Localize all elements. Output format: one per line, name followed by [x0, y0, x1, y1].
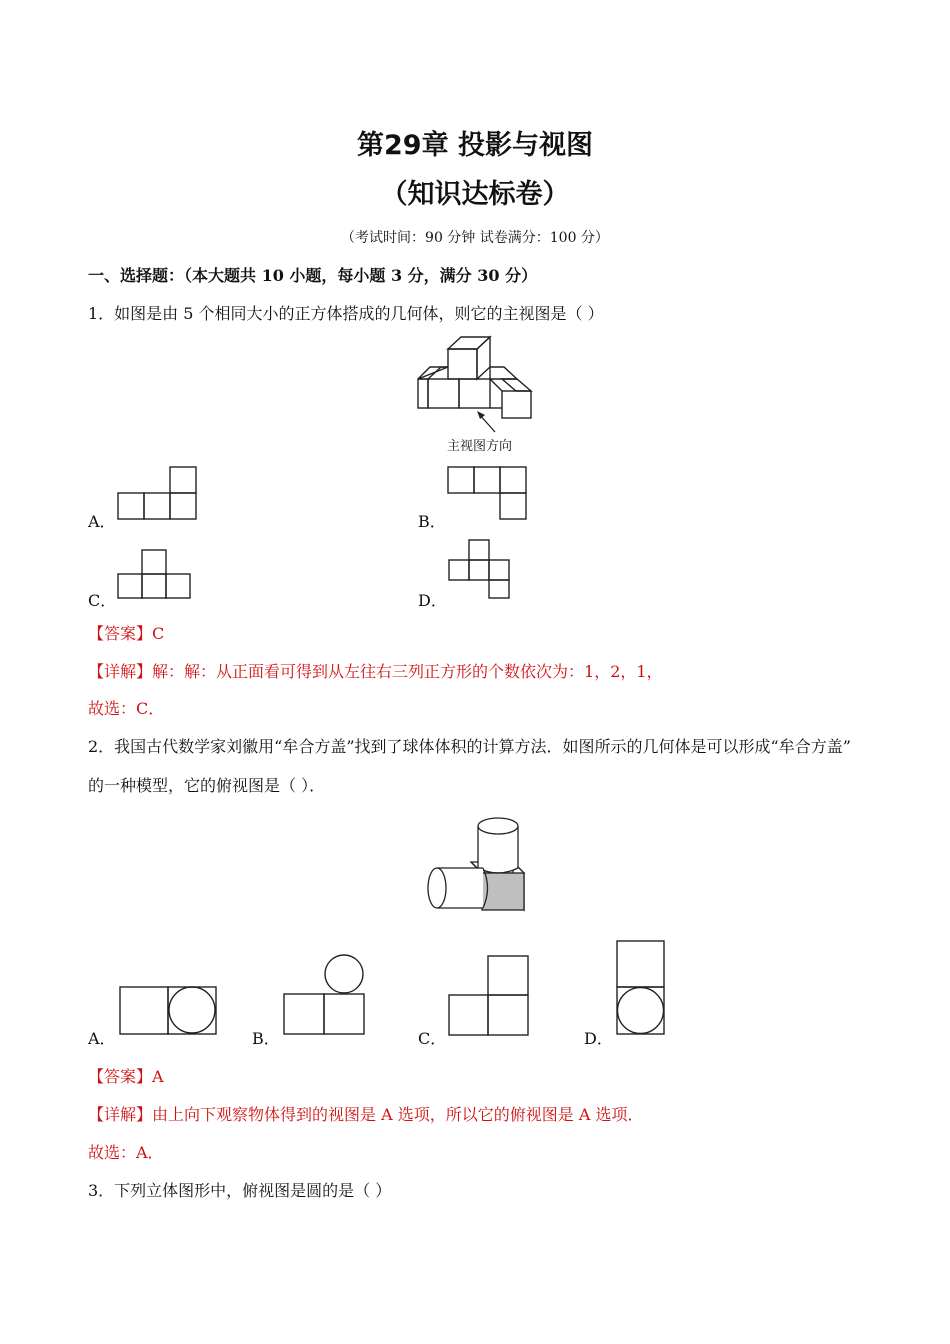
q1-option-c-label: C． — [88, 591, 117, 610]
q2-answer-label: 【答案】 — [88, 1067, 153, 1086]
q1-detail-text: 解：解：从正面看可得到从左往右三列正方形的个数依次为：1，2，1， — [152, 662, 663, 681]
q1-detail-label: 【详解】 — [88, 662, 153, 681]
q2-stem-line2: 的一种模型，它的俯视图是（ ）． — [88, 776, 326, 795]
q2-detail-label: 【详解】 — [88, 1105, 153, 1124]
q2-detail-text: 由上向下观察物体得到的视图是 A 选项，所以它的俯视图是 A 选项． — [152, 1105, 644, 1124]
q2-option-c-label: C． — [418, 1029, 447, 1048]
q2-conclusion: 故选：A． — [88, 1143, 164, 1162]
q3-stem: 3．下列立体图形中，俯视图是圆的是（ ） — [88, 1181, 392, 1200]
page-subtitle: （知识达标卷） — [380, 179, 570, 210]
q1-answer-value: C — [152, 624, 165, 643]
q2-detail — [88, 1102, 643, 1125]
q1-option-b-label: B． — [418, 512, 446, 531]
q2-option-a-label: A． — [88, 1029, 116, 1048]
q2-stem-line1: 2．我国古代数学家刘徽用“牟合方盖”找到了球体体积的计算方法．如图所示的几何体是可以形成“牟合方盖” — [88, 737, 851, 756]
page-title: 第29章 投影与视图 — [357, 130, 593, 161]
section-heading: 一、选择题：（本大题共 10 小题，每小题 3 分，满分 30 分） — [88, 266, 538, 285]
exam-info: （考试时间：90 分钟 试卷满分：100 分） — [341, 230, 609, 246]
q2-option-b-label: B． — [252, 1029, 280, 1048]
q2-answer-value: A — [152, 1067, 164, 1086]
q1-option-d-label: D． — [418, 591, 447, 610]
q1-stem: 1．如图是由 5 个相同大小的正方体搭成的几何体，则它的主视图是（ ） — [88, 304, 604, 323]
q1-answer-label: 【答案】 — [88, 624, 153, 643]
q2-answer — [88, 1064, 164, 1087]
q1-conclusion: 故选：C． — [88, 699, 165, 718]
q1-figure-caption: 主视图方向 — [447, 439, 513, 454]
q2-option-d-label: D． — [584, 1029, 613, 1048]
q1-option-a-label: A． — [88, 512, 116, 531]
